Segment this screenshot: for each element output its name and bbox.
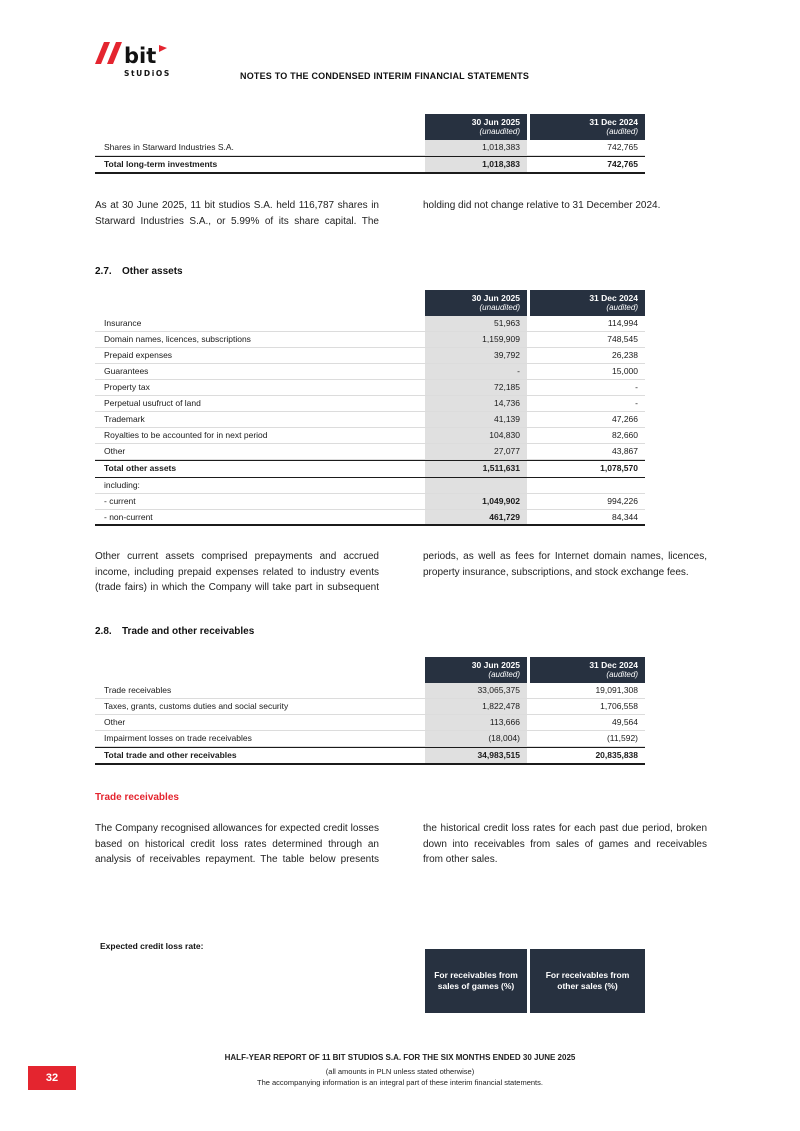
row-label: Other [104, 717, 126, 727]
table-row [95, 348, 645, 364]
section-heading-2-7 [95, 266, 183, 277]
column-header-jun-2025: 30 Jun 2025 (audited) [425, 657, 527, 683]
row-label: Perpetual usufruct of land [104, 398, 201, 408]
row-value-dec: 82,660 [612, 430, 638, 440]
column-header-dec-2024: 31 Dec 2024 (audited) [530, 657, 645, 683]
row-value-jun: 51,963 [425, 316, 527, 331]
row-value-dec: 994,226 [607, 496, 638, 506]
row-value-dec: 15,000 [612, 366, 638, 376]
column-header-jun-2025: 30 Jun 2025 (unaudited) [425, 290, 527, 316]
table-row [95, 494, 645, 510]
table-row [95, 460, 645, 478]
table-header [95, 290, 645, 316]
header-spacer [95, 114, 425, 140]
row-value-jun: 113,666 [425, 715, 527, 730]
row-value-dec: 1,706,558 [600, 701, 638, 711]
row-value-dec: 26,238 [612, 350, 638, 360]
table-row [95, 380, 645, 396]
footer-report-title: HALF-YEAR REPORT OF 11 BIT STUDIOS S.A. FOR THE SIX MONTHS ENDED 30 JUNE 2025 [224, 1053, 576, 1062]
row-label: Shares in Starward Industries S.A. [104, 142, 234, 152]
ecl-table-header [425, 949, 645, 1013]
table-other-assets [95, 290, 645, 526]
ecl-rate-label: Expected credit loss rate: [100, 941, 204, 951]
row-value-jun: 461,729 [425, 510, 527, 524]
table-trade-receivables [95, 657, 645, 765]
row-label: - non-current [104, 512, 153, 522]
paragraph-other-assets: Other current assets comprised prepayments and accrued income, including prepaid expenses related to industry events (trade fairs) in which the Company will take part in subsequent periods, as well as fees for Internet domain names, licences, property insurance, subscriptions, and stock exchange fees. [95, 551, 707, 593]
table-row [95, 699, 645, 715]
row-value-jun: 1,018,383 [425, 140, 527, 155]
row-label: Royalties to be accounted for in next period [104, 430, 268, 440]
svg-text:StUDiOS: StUDiOS [124, 69, 171, 78]
header-spacer [95, 290, 425, 316]
table-row [95, 140, 645, 156]
row-value-dec: - [635, 382, 638, 392]
row-value-dec: 47,266 [612, 414, 638, 424]
row-label: Taxes, grants, customs duties and social security [104, 701, 289, 711]
row-value-jun: 1,822,478 [425, 699, 527, 714]
row-value-dec: 19,091,308 [595, 685, 638, 695]
page-footer [0, 1053, 800, 1087]
table-header [95, 114, 645, 140]
section-number: 2.8. [95, 626, 112, 637]
row-label: Domain names, licences, subscriptions [104, 334, 251, 344]
table-row [95, 478, 645, 494]
header-spacer [95, 657, 425, 683]
row-value-jun: - [425, 364, 527, 379]
row-label: Trademark [104, 414, 145, 424]
row-label: Total long-term investments [104, 159, 218, 169]
row-label: - current [104, 496, 136, 506]
table-body [95, 140, 645, 174]
row-label: Total trade and other receivables [104, 750, 237, 760]
row-label: Other [104, 446, 126, 456]
table-row [95, 444, 645, 460]
row-value-jun: 27,077 [425, 444, 527, 459]
row-value-jun: 14,736 [425, 396, 527, 411]
row-label: Trade receivables [104, 685, 172, 695]
row-value-jun: 72,185 [425, 380, 527, 395]
table-row [95, 731, 645, 747]
section-heading-2-8 [95, 626, 254, 637]
row-value-dec: (11,592) [606, 733, 638, 743]
row-label: including: [104, 480, 140, 490]
paragraph-shareholding: As at 30 June 2025, 11 bit studios S.A. held 116,787 shares in Starward Industries S.A., or 5.99% of its share capital. The holding did not change relative to 31 December 2024. [95, 200, 661, 227]
ecl-column-games: For receivables from sales of games (%) [425, 949, 527, 1013]
table-row [95, 332, 645, 348]
row-value-dec: 742,765 [607, 159, 638, 169]
section-number: 2.7. [95, 266, 112, 277]
row-label: Total other assets [104, 463, 177, 473]
row-value-jun: 1,018,383 [425, 157, 527, 172]
row-value-dec: - [635, 398, 638, 408]
table-row [95, 156, 645, 174]
logo-mark-icon [93, 38, 177, 82]
table-header [95, 657, 645, 683]
footer-amounts-note: (all amounts in PLN unless stated otherwise) [325, 1066, 475, 1076]
row-value-jun: 1,049,902 [425, 494, 527, 509]
table-row [95, 396, 645, 412]
table-body [95, 316, 645, 526]
table-row [95, 316, 645, 332]
row-value-dec: 114,994 [607, 318, 638, 328]
row-value-dec: 742,765 [607, 142, 638, 152]
row-value-dec: 49,564 [612, 717, 638, 727]
row-value-jun: 104,830 [425, 428, 527, 443]
svg-text:bit: bit [124, 44, 157, 68]
row-value-dec: 84,344 [612, 512, 638, 522]
column-header-dec-2024: 31 Dec 2024 (audited) [530, 114, 645, 140]
row-value-jun: 1,511,631 [425, 461, 527, 477]
row-label: Property tax [104, 382, 150, 392]
row-value-jun: 34,983,515 [425, 748, 527, 763]
row-value-jun: 33,065,375 [425, 683, 527, 698]
table-body [95, 683, 645, 765]
row-label: Insurance [104, 318, 142, 328]
row-value-dec: 43,867 [612, 446, 638, 456]
row-value-jun: 39,792 [425, 348, 527, 363]
table-row [95, 428, 645, 444]
page-number-badge: 32 [28, 1066, 76, 1090]
row-value-jun: 41,139 [425, 412, 527, 427]
row-value-dec: 20,835,838 [595, 750, 638, 760]
row-value-dec: 748,545 [607, 334, 638, 344]
row-value-jun [425, 478, 527, 493]
table-row [95, 683, 645, 699]
row-value-jun: (18,004) [425, 731, 527, 746]
footer-integral-note: The accompanying information is an integral part of these interim financial statements. [257, 1077, 543, 1087]
company-logo [93, 38, 177, 87]
row-value-dec [530, 478, 645, 493]
row-value-dec: 1,078,570 [600, 463, 638, 473]
column-header-dec-2024: 31 Dec 2024 (audited) [530, 290, 645, 316]
table-row [95, 412, 645, 428]
section-label: Trade and other receivables [122, 626, 255, 637]
table-row [95, 715, 645, 731]
section-label: Other assets [122, 266, 183, 277]
column-header-jun-2025: 30 Jun 2025 (unaudited) [425, 114, 527, 140]
table-long-term-investments [95, 114, 645, 174]
doc-header-title: NOTES TO THE CONDENSED INTERIM FINANCIAL STATEMENTS [240, 71, 530, 81]
ecl-column-other: For receivables from other sales (%) [530, 949, 645, 1013]
row-label: Impairment losses on trade receivables [104, 733, 252, 743]
table-row [95, 747, 645, 765]
table-row [95, 510, 645, 526]
row-value-jun: 1,159,909 [425, 332, 527, 347]
row-label: Guarantees [104, 366, 149, 376]
row-label: Prepaid expenses [104, 350, 173, 360]
table-row [95, 364, 645, 380]
paragraph-credit-losses: The Company recognised allowances for expected credit losses based on historical credit loss rates determined through an analysis of receivables repayment. The table below presents the historical credit loss rates for each past due period, broken down into receivables from sales of games and receivables from other sales. [95, 823, 707, 865]
trade-receivables-heading: Trade receivables [95, 792, 179, 803]
